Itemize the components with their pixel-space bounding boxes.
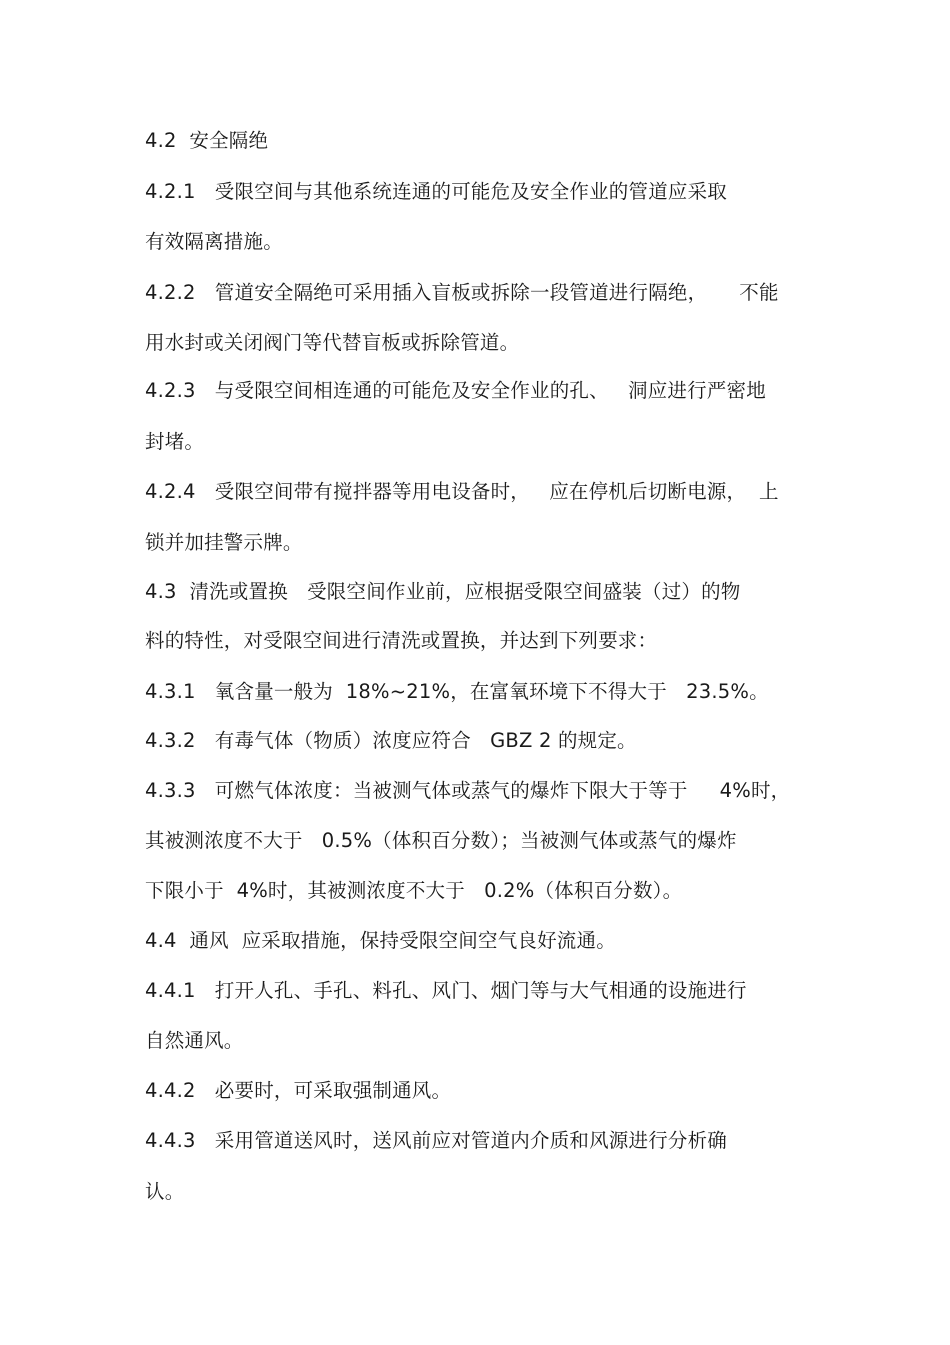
paragraph-line: 自然通风。 [145,1029,244,1052]
paragraph-line: 4.4.2 必要时，可采取强制通风。 [145,1079,452,1102]
paragraph-line: 封堵。 [145,430,205,453]
paragraph-line: 下限小于 4%时，其被测浓度不大于 0.2%（体积百分数）。 [145,879,683,902]
paragraph-line: 有效隔离措施。 [145,230,283,253]
section-heading-4-4: 4.4 通风 应采取措施，保持受限空间空气良好流通。 [145,929,616,952]
paragraph-line: 锁并加挂警示牌。 [145,531,303,554]
paragraph-line: 用水封或关闭阀门等代替盲板或拆除管道。 [145,331,520,354]
paragraph-line: 其被测浓度不大于 0.5%（体积百分数）；当被测气体或蒸气的爆炸 [145,829,737,852]
paragraph-line: 4.4.3 采用管道送风时，送风前应对管道内介质和风源进行分析确 [145,1129,728,1152]
paragraph-line: 4.3.2 有毒气体（物质）浓度应符合 GBZ 2 的规定。 [145,729,637,752]
paragraph-line: 4.2.1 受限空间与其他系统连通的可能危及安全作业的管道应采取 [145,180,728,203]
section-heading-4-2: 4.2 安全隔绝 [145,129,269,152]
paragraph-line: 4.3.3 可燃气体浓度：当被测气体或蒸气的爆炸下限大于等于 4%时， [145,779,791,802]
paragraph-line: 4.2.3 与受限空间相连通的可能危及安全作业的孔、 洞应进行严密地 [145,379,766,402]
paragraph-line: 4.2.4 受限空间带有搅拌器等用电设备时， 应在停机后切断电源， 上 [145,480,779,503]
paragraph-line: 4.3.1 氧含量一般为 18%~21%，在富氧环境下不得大于 23.5%。 [145,680,769,703]
section-heading-4-3: 4.3 清洗或置换 受限空间作业前，应根据受限空间盛装（过）的物 [145,580,741,603]
paragraph-line: 认。 [145,1180,185,1203]
paragraph-line: 4.2.2 管道安全隔绝可采用插入盲板或拆除一段管道进行隔绝， 不能 [145,281,779,304]
paragraph-line: 料的特性，对受限空间进行清洗或置换，并达到下列要求： [145,629,658,652]
paragraph-line: 4.4.1 打开人孔、手孔、料孔、风门、烟门等与大气相通的设施进行 [145,979,747,1002]
